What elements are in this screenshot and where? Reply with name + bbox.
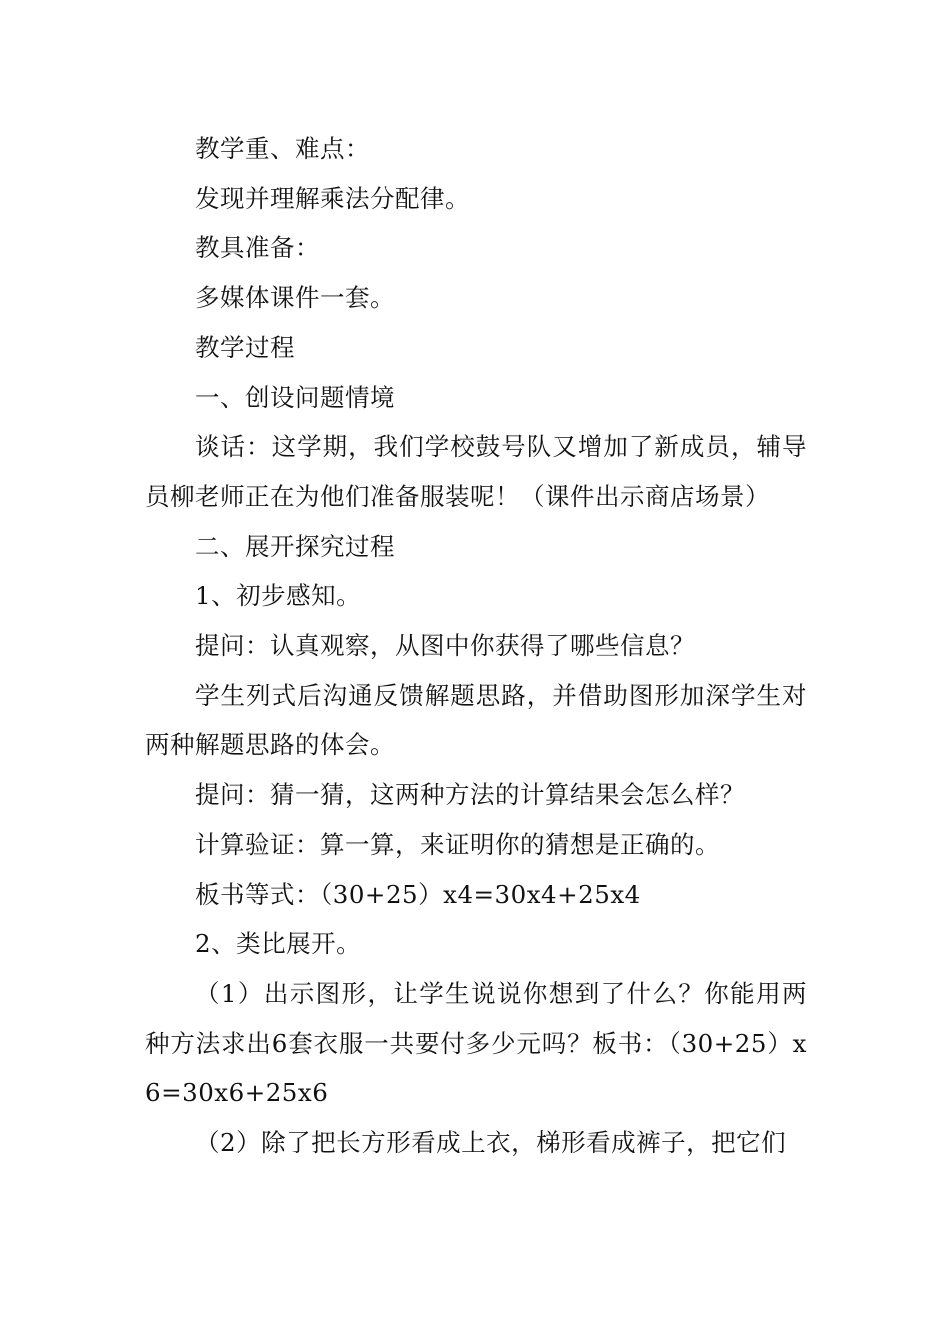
document-body bbox=[145, 124, 807, 1168]
heading-key-points: 教学重、难点： bbox=[195, 134, 370, 163]
heading-process: 教学过程 bbox=[195, 332, 295, 362]
sub-step-one: （1）出示图形，让学生说说你想到了什么？你能用两种方法求出6套衣服一共要付多少元吗？板书：（30+25）x6=30x6+25x6 bbox=[145, 978, 807, 1108]
materials-text: 多媒体课件一套。 bbox=[195, 283, 395, 313]
key-points-text: 发现并理解乘法分配律。 bbox=[195, 183, 470, 213]
section-two-title: 二、展开探究过程 bbox=[195, 531, 395, 561]
question-guess: 提问：猜一猜，这两种方法的计算结果会怎么样？ bbox=[195, 780, 745, 810]
question-observe: 提问：认真观察，从图中你获得了哪些信息？ bbox=[195, 631, 695, 661]
verification-text: 计算验证：算一算，来证明你的猜想是正确的。 bbox=[195, 829, 720, 859]
dialogue-paragraph: 谈话：这学期，我们学校鼓号队又增加了新成员，辅导员柳老师正在为他们准备服装呢！（课件出示商店场景） bbox=[145, 432, 807, 511]
board-equation-1: 板书等式：（30+25）x4=30x4+25x4 bbox=[195, 879, 641, 909]
step-two-title: 2、类比展开。 bbox=[195, 929, 362, 959]
step-one-title: 1、初步感知。 bbox=[195, 581, 362, 611]
student-feedback-paragraph: 学生列式后沟通反馈解题思路，并借助图形加深学生对两种解题思路的体会。 bbox=[145, 680, 807, 760]
heading-materials: 教具准备： bbox=[195, 233, 320, 263]
sub-step-two: （2）除了把长方形看成上衣，梯形看成裤子，把它们 bbox=[195, 1128, 787, 1158]
section-one-title: 一、创设问题情境 bbox=[195, 382, 395, 412]
